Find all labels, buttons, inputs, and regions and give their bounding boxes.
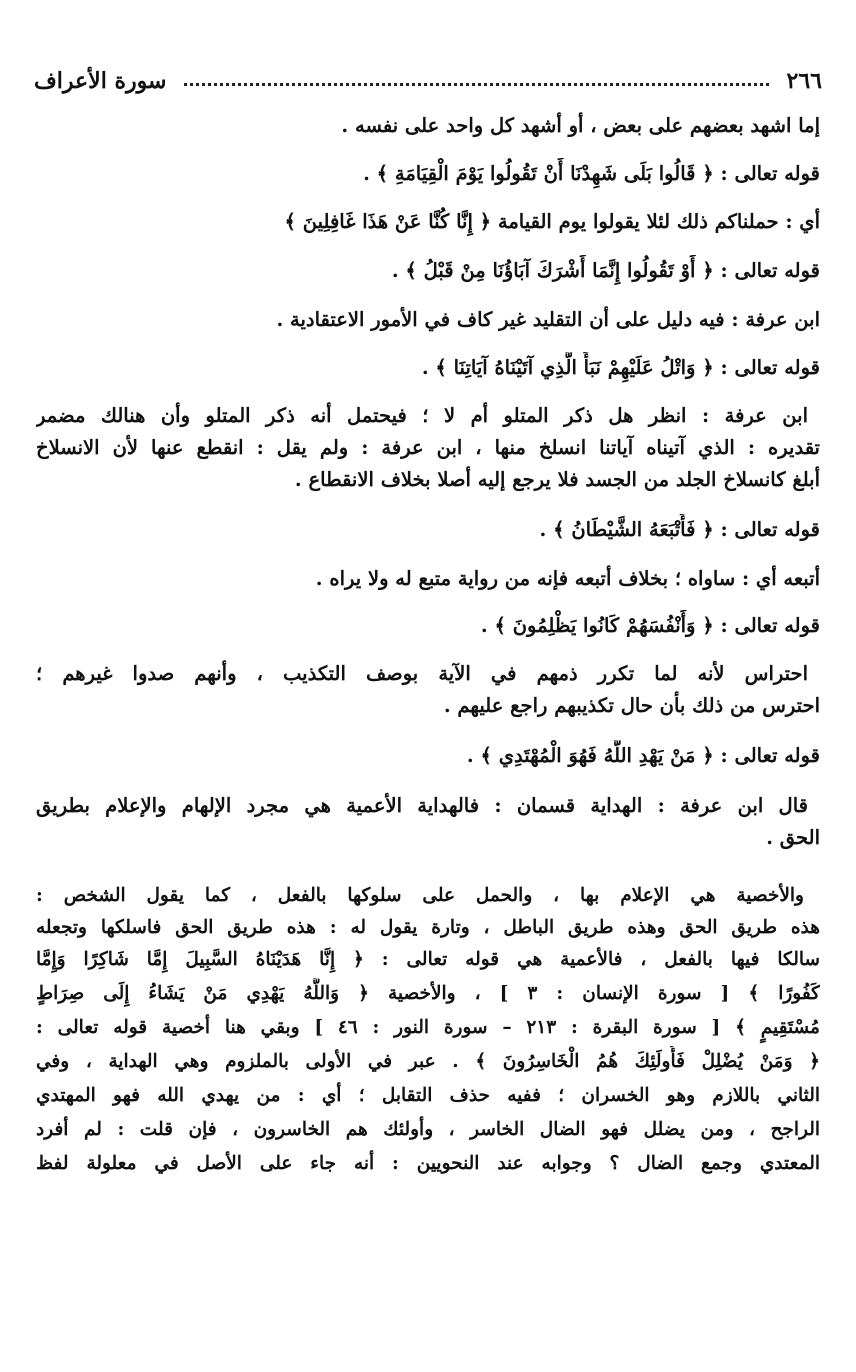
header-dotted-rule xyxy=(184,83,768,86)
verse-line: قوله تعالى : ﴿ أَوْ تَقُولُوا إِنَّمَا أَشْرَكَ آبَاؤُنَا مِنْ قَبْلُ ﴾ . xyxy=(391,259,820,282)
surah-title: سورة الأعراف xyxy=(34,68,167,94)
text-line: أبلغ كانسلاخ الجلد من الجسد فلا يرجع إليه أصلا بخلاف الانقطاع . xyxy=(294,468,820,491)
body-line: مُسْتَقِيمٍ ﴾ [ سورة البقرة : ٢١٣ – سورة النور : ٤٦ ] وبقي هنا أخصية قوله تعالى : xyxy=(36,1017,820,1038)
text-line: أي : حملناكم ذلك لئلا يقولوا يوم القيامة ﴿ إِنَّا كُنَّا عَنْ هَذَا غَافِلِينَ ﴾ xyxy=(284,210,820,233)
verse-line: قوله تعالى : ﴿ وَأَنْفُسَهُمْ كَانُوا يَظْلِمُونَ ﴾ . xyxy=(480,614,820,637)
text-line: احترس من ذلك بأن حال تكذيبهم راجع عليهم . xyxy=(443,694,820,717)
text-line: أتبعه أي : ساواه ؛ بخلاف أتبعه فإنه من رواية متبع له ولا يراه . xyxy=(315,567,820,590)
verse-line: قوله تعالى : ﴿ قَالُوا بَلَى شَهِدْنَا أَنْ تَقُولُوا يَوْمَ الْقِيَامَةِ ﴾ . xyxy=(363,162,820,185)
body-line: سالكا فيها بالفعل ، فالأعمية هي قوله تعالى : ﴿ إِنَّا هَدَيْنَاهُ السَّبِيلَ إِمَّا شَاكِرًا وَإِمَّا xyxy=(36,949,820,970)
text-line: ابن عرفة : انظر هل ذكر المتلو أم لا ؛ فيحتمل أنه ذكر المتلو وأن هنالك مضمر xyxy=(36,404,808,427)
text-line: تقديره : الذي آتيناه آياتنا انسلخ منها ، ابن عرفة : ولم يقل : انقطع عنها لأن الانسلاخ xyxy=(36,436,820,459)
page-number: ٢٦٦ xyxy=(786,68,822,94)
body-line: المعتدي وجمع الضال ؟ وجوابه عند النحويين : أنه جاء على الأصل في معلولة لفظ xyxy=(36,1153,820,1174)
verse-line: قوله تعالى : ﴿ وَاتْلُ عَلَيْهِمْ نَبَأَ الَّذِي آتَيْنَاهُ آيَاتِنَا ﴾ . xyxy=(421,356,820,379)
text-line: ابن عرفة : فيه دليل على أن التقليد غير كاف في الأمور الاعتقادية . xyxy=(276,308,820,331)
body-line: الراجح ، ومن يضلل فهو الضال الخاسر ، وأولئك هم الخاسرون ، فإن قلت : لم أفرد xyxy=(36,1119,820,1140)
text-line: إما اشهد بعضهم على بعض ، أو أشهد كل واحد على نفسه . xyxy=(341,114,820,137)
text-line: الحق . xyxy=(766,826,820,849)
page-header xyxy=(34,64,822,98)
body-line: كَفُورًا ﴾ [ سورة الإنسان : ٣ ] ، والأخصية ﴿ وَاللَّهُ يَهْدِي مَنْ يَشَاءُ إِلَى صِرَاطٍ xyxy=(36,983,820,1004)
text-line: قال ابن عرفة : الهداية قسمان : فالهداية الأعمية هي مجرد الإلهام والإعلام بطريق xyxy=(36,794,808,817)
verse-line: قوله تعالى : ﴿ فَأَتْبَعَهُ الشَّيْطَانُ ﴾ . xyxy=(539,518,820,541)
verse-line: قوله تعالى : ﴿ مَنْ يَهْدِ اللَّهُ فَهُوَ الْمُهْتَدِي ﴾ . xyxy=(466,744,820,767)
text-line: احتراس لأنه لما تكرر ذمهم في الآية بوصف التكذيب ، وأنهم صدوا غيرهم ؛ xyxy=(36,662,808,685)
body-line: ﴿ وَمَنْ يُضْلِلْ فَأُولَئِكَ هُمُ الْخَاسِرُونَ ﴾ . عبر في الأولى بالملزوم وهي الهداية ، وفي xyxy=(36,1051,820,1072)
body-line: هذه طريق الحق وهذه طريق الباطل ، وتارة يقول له : هذه طريق الحق فاسلكها وتجعله xyxy=(36,917,820,938)
body-line: والأخصية هي الإعلام بها ، والحمل على سلوكها بالفعل ، كما يقول الشخص : xyxy=(36,885,804,906)
body-line: الثاني باللازم وهو الخسران ؛ ففيه حذف التقابل ؛ أي : من يهدي الله فهو المهتدي xyxy=(36,1085,820,1106)
